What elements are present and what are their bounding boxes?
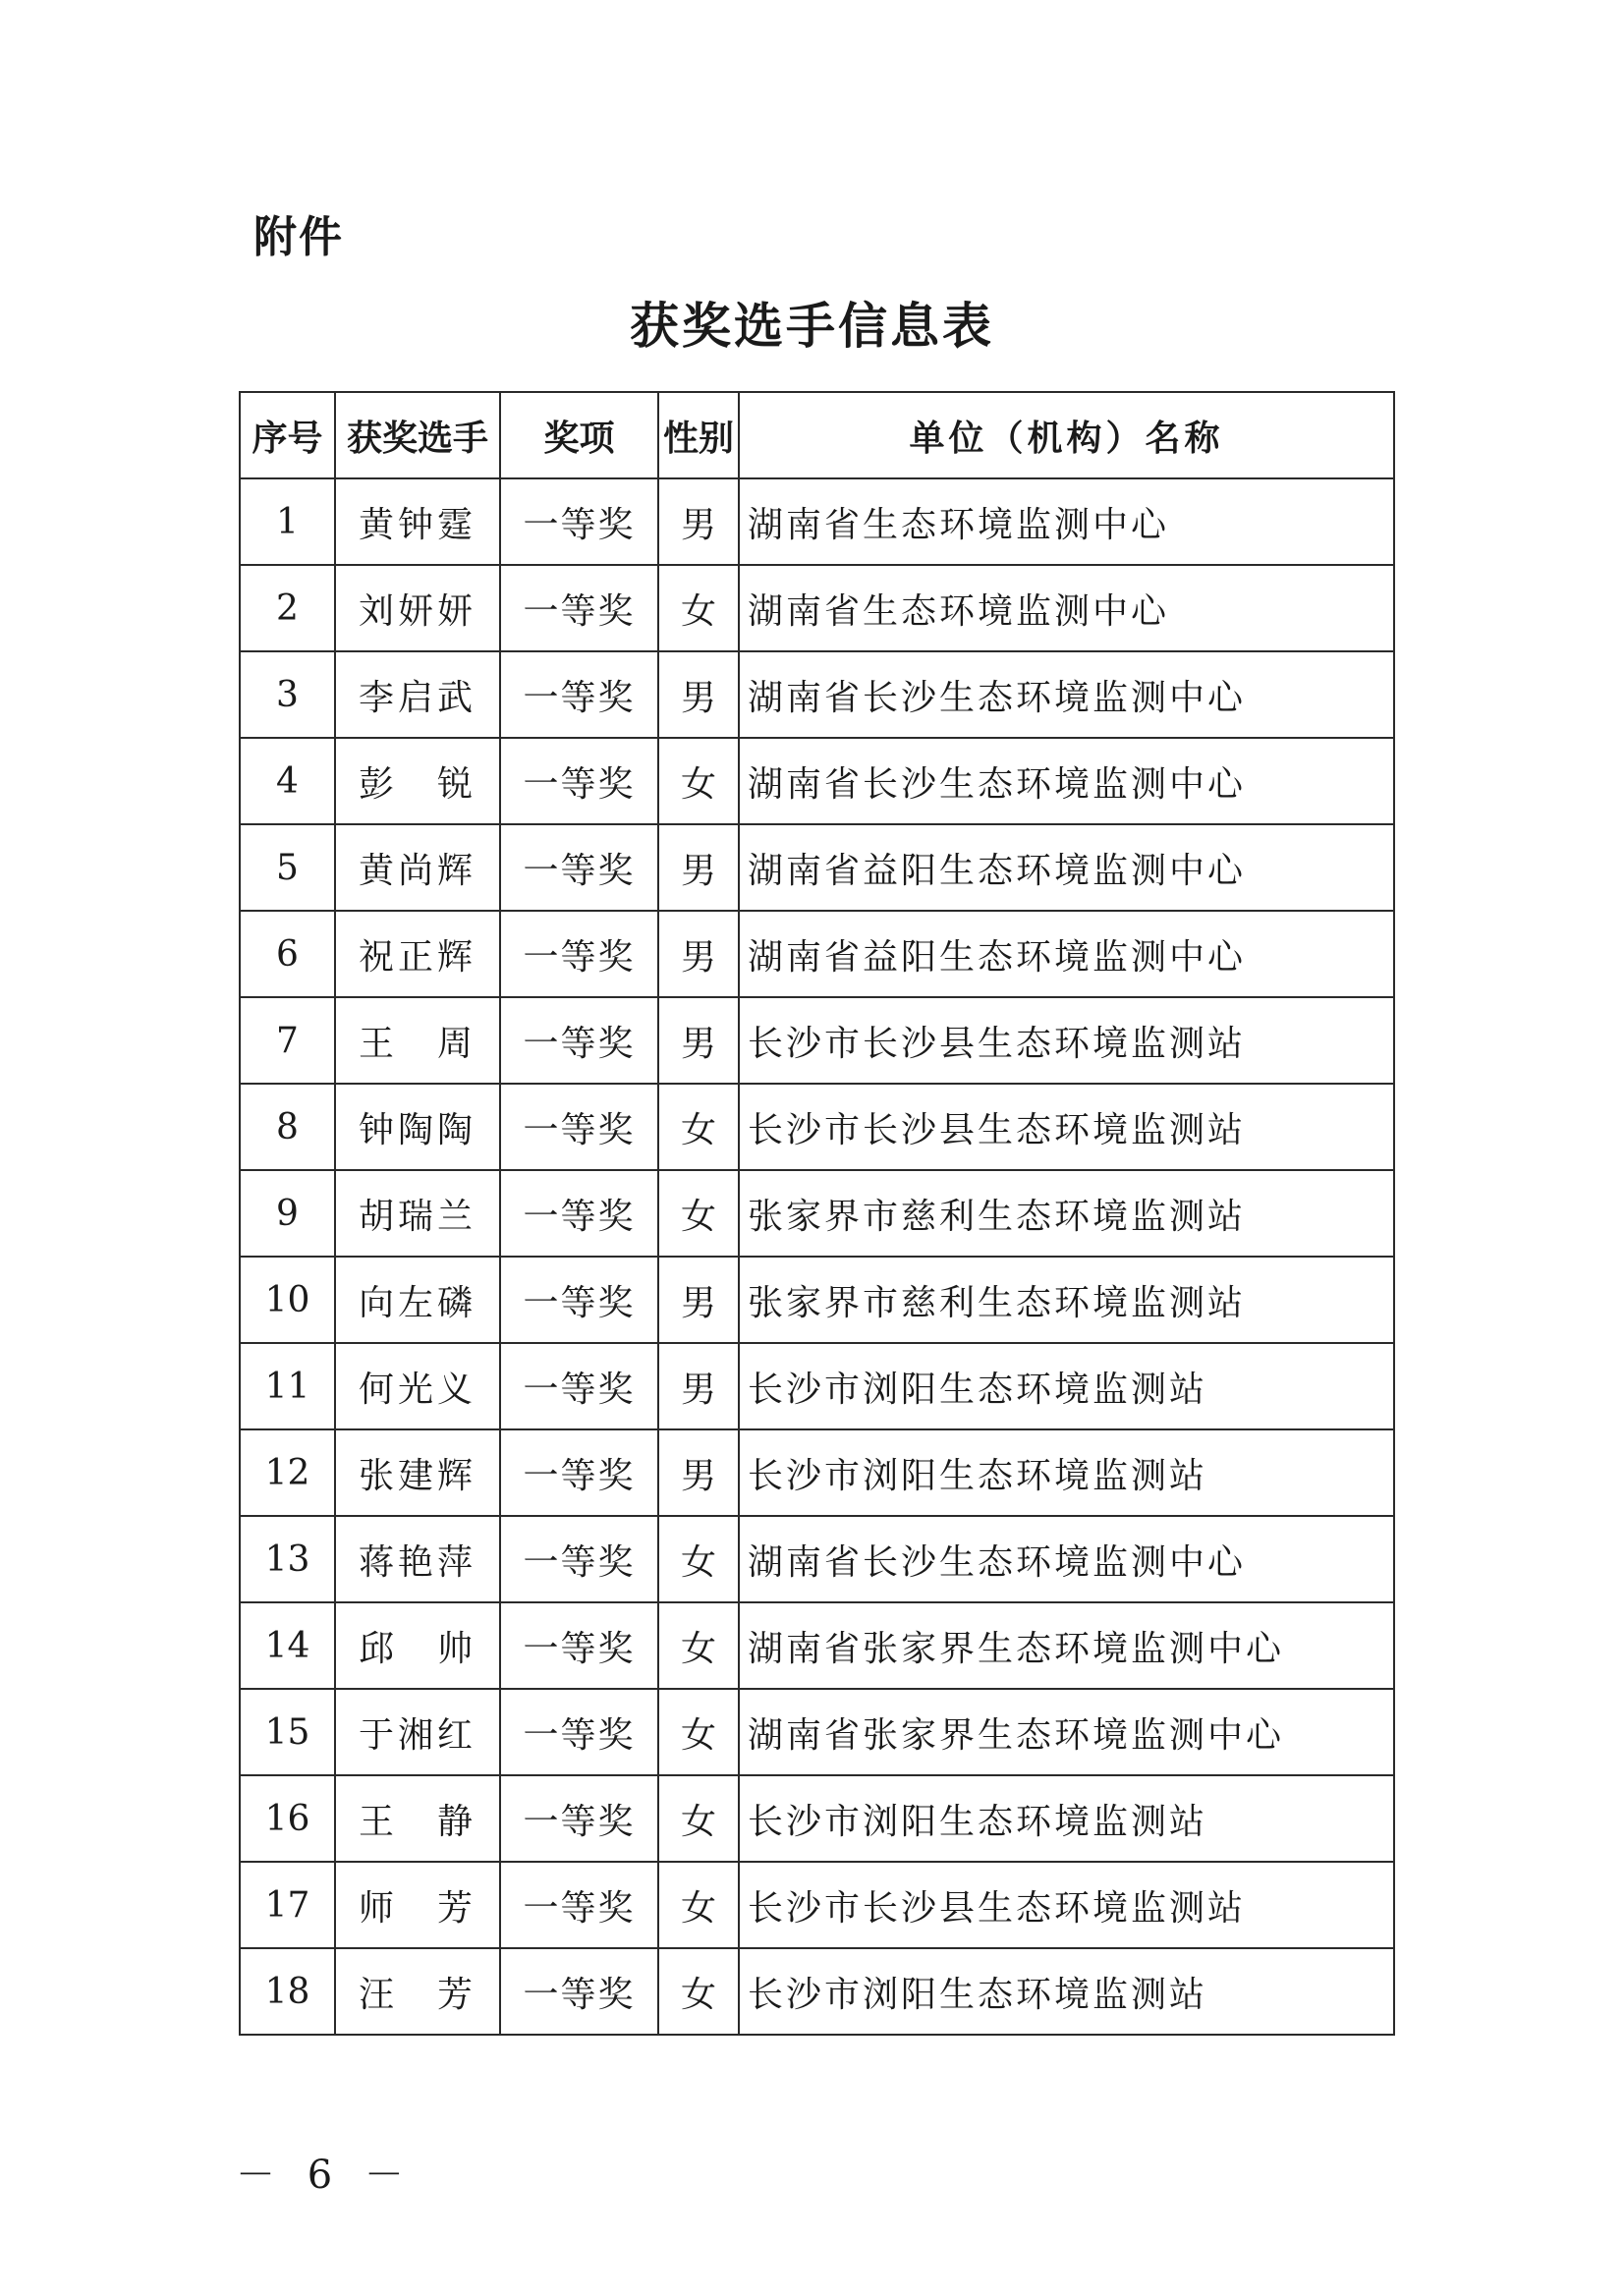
cell-gender: 女	[658, 738, 739, 824]
cell-org: 长沙市长沙县生态环境监测站	[739, 1862, 1394, 1948]
cell-org: 长沙市浏阳生态环境监测站	[739, 1343, 1394, 1429]
cell-name: 师 芳	[335, 1862, 500, 1948]
page-number: － 6 －	[236, 2153, 414, 2198]
page-title: 获奖选手信息表	[630, 297, 994, 355]
cell-award: 一等奖	[500, 1343, 658, 1429]
cell-name: 汪 芳	[335, 1948, 500, 2035]
cell-name: 于湘红	[335, 1689, 500, 1775]
winners-table-container	[239, 391, 1395, 2036]
table-row	[240, 738, 1394, 824]
cell-award: 一等奖	[500, 1775, 658, 1862]
cell-name: 蒋艳萍	[335, 1516, 500, 1602]
cell-no: 12	[240, 1429, 335, 1516]
table-row	[240, 1516, 1394, 1602]
cell-award: 一等奖	[500, 651, 658, 738]
table-row	[240, 1429, 1394, 1516]
cell-org: 湖南省长沙生态环境监测中心	[739, 738, 1394, 824]
cell-gender: 女	[658, 565, 739, 651]
table-row	[240, 478, 1394, 565]
cell-award: 一等奖	[500, 1948, 658, 2035]
cell-gender: 女	[658, 1084, 739, 1170]
cell-org: 湖南省益阳生态环境监测中心	[739, 911, 1394, 997]
column-header-no: 序号	[240, 392, 335, 478]
cell-org: 长沙市浏阳生态环境监测站	[739, 1948, 1394, 2035]
table-header-row	[240, 392, 1394, 478]
table-row	[240, 824, 1394, 911]
cell-org: 长沙市长沙县生态环境监测站	[739, 1084, 1394, 1170]
cell-org: 湖南省张家界生态环境监测中心	[739, 1602, 1394, 1689]
cell-gender: 男	[658, 1257, 739, 1343]
cell-gender: 男	[658, 1343, 739, 1429]
cell-org: 湖南省生态环境监测中心	[739, 478, 1394, 565]
cell-name: 向左磷	[335, 1257, 500, 1343]
table-row	[240, 1689, 1394, 1775]
cell-org: 长沙市长沙县生态环境监测站	[739, 997, 1394, 1084]
cell-no: 3	[240, 651, 335, 738]
cell-name: 祝正辉	[335, 911, 500, 997]
cell-name: 刘妍妍	[335, 565, 500, 651]
cell-award: 一等奖	[500, 1084, 658, 1170]
cell-award: 一等奖	[500, 565, 658, 651]
cell-award: 一等奖	[500, 1602, 658, 1689]
winners-table	[239, 391, 1395, 2036]
cell-award: 一等奖	[500, 1257, 658, 1343]
column-header-gender: 性别	[658, 392, 739, 478]
cell-award: 一等奖	[500, 1516, 658, 1602]
table-row	[240, 911, 1394, 997]
cell-gender: 男	[658, 1429, 739, 1516]
cell-award: 一等奖	[500, 478, 658, 565]
table-row	[240, 565, 1394, 651]
cell-gender: 女	[658, 1862, 739, 1948]
column-header-award: 奖项	[500, 392, 658, 478]
cell-gender: 男	[658, 824, 739, 911]
table-row	[240, 1343, 1394, 1429]
cell-name: 黄钟霆	[335, 478, 500, 565]
cell-award: 一等奖	[500, 738, 658, 824]
cell-name: 黄尚辉	[335, 824, 500, 911]
table-row	[240, 651, 1394, 738]
cell-org: 湖南省长沙生态环境监测中心	[739, 651, 1394, 738]
cell-name: 张建辉	[335, 1429, 500, 1516]
cell-name: 王 周	[335, 997, 500, 1084]
cell-name: 何光义	[335, 1343, 500, 1429]
cell-no: 13	[240, 1516, 335, 1602]
cell-org: 长沙市浏阳生态环境监测站	[739, 1775, 1394, 1862]
cell-org: 湖南省长沙生态环境监测中心	[739, 1516, 1394, 1602]
cell-no: 2	[240, 565, 335, 651]
column-header-name: 获奖选手	[335, 392, 500, 478]
table-row	[240, 1775, 1394, 1862]
cell-award: 一等奖	[500, 997, 658, 1084]
cell-no: 9	[240, 1170, 335, 1257]
cell-gender: 女	[658, 1775, 739, 1862]
cell-org: 湖南省生态环境监测中心	[739, 565, 1394, 651]
cell-no: 8	[240, 1084, 335, 1170]
cell-no: 18	[240, 1948, 335, 2035]
cell-no: 7	[240, 997, 335, 1084]
cell-no: 14	[240, 1602, 335, 1689]
cell-gender: 女	[658, 1170, 739, 1257]
cell-gender: 女	[658, 1689, 739, 1775]
cell-award: 一等奖	[500, 911, 658, 997]
cell-org: 长沙市浏阳生态环境监测站	[739, 1429, 1394, 1516]
cell-no: 16	[240, 1775, 335, 1862]
cell-no: 11	[240, 1343, 335, 1429]
cell-no: 4	[240, 738, 335, 824]
cell-org: 张家界市慈利生态环境监测站	[739, 1170, 1394, 1257]
cell-gender: 男	[658, 478, 739, 565]
cell-award: 一等奖	[500, 1862, 658, 1948]
cell-name: 彭 锐	[335, 738, 500, 824]
column-header-org: 单位（机构）名称	[739, 392, 1394, 478]
table-row	[240, 1862, 1394, 1948]
cell-award: 一等奖	[500, 1429, 658, 1516]
cell-award: 一等奖	[500, 824, 658, 911]
table-row	[240, 1602, 1394, 1689]
table-row	[240, 1084, 1394, 1170]
cell-no: 6	[240, 911, 335, 997]
cell-name: 钟陶陶	[335, 1084, 500, 1170]
cell-no: 15	[240, 1689, 335, 1775]
cell-name: 王 静	[335, 1775, 500, 1862]
cell-gender: 女	[658, 1602, 739, 1689]
cell-award: 一等奖	[500, 1689, 658, 1775]
table-row	[240, 1257, 1394, 1343]
cell-org: 张家界市慈利生态环境监测站	[739, 1257, 1394, 1343]
table-row	[240, 1948, 1394, 2035]
cell-no: 5	[240, 824, 335, 911]
cell-no: 1	[240, 478, 335, 565]
cell-gender: 女	[658, 1948, 739, 2035]
cell-award: 一等奖	[500, 1170, 658, 1257]
table-row	[240, 997, 1394, 1084]
cell-org: 湖南省益阳生态环境监测中心	[739, 824, 1394, 911]
cell-gender: 女	[658, 1516, 739, 1602]
cell-name: 邱 帅	[335, 1602, 500, 1689]
table-row	[240, 1170, 1394, 1257]
cell-no: 17	[240, 1862, 335, 1948]
table-body	[240, 478, 1394, 2035]
attachment-label: 附件	[253, 212, 344, 262]
cell-gender: 男	[658, 651, 739, 738]
cell-org: 湖南省张家界生态环境监测中心	[739, 1689, 1394, 1775]
cell-gender: 男	[658, 911, 739, 997]
cell-gender: 男	[658, 997, 739, 1084]
cell-no: 10	[240, 1257, 335, 1343]
cell-name: 胡瑞兰	[335, 1170, 500, 1257]
cell-name: 李启武	[335, 651, 500, 738]
